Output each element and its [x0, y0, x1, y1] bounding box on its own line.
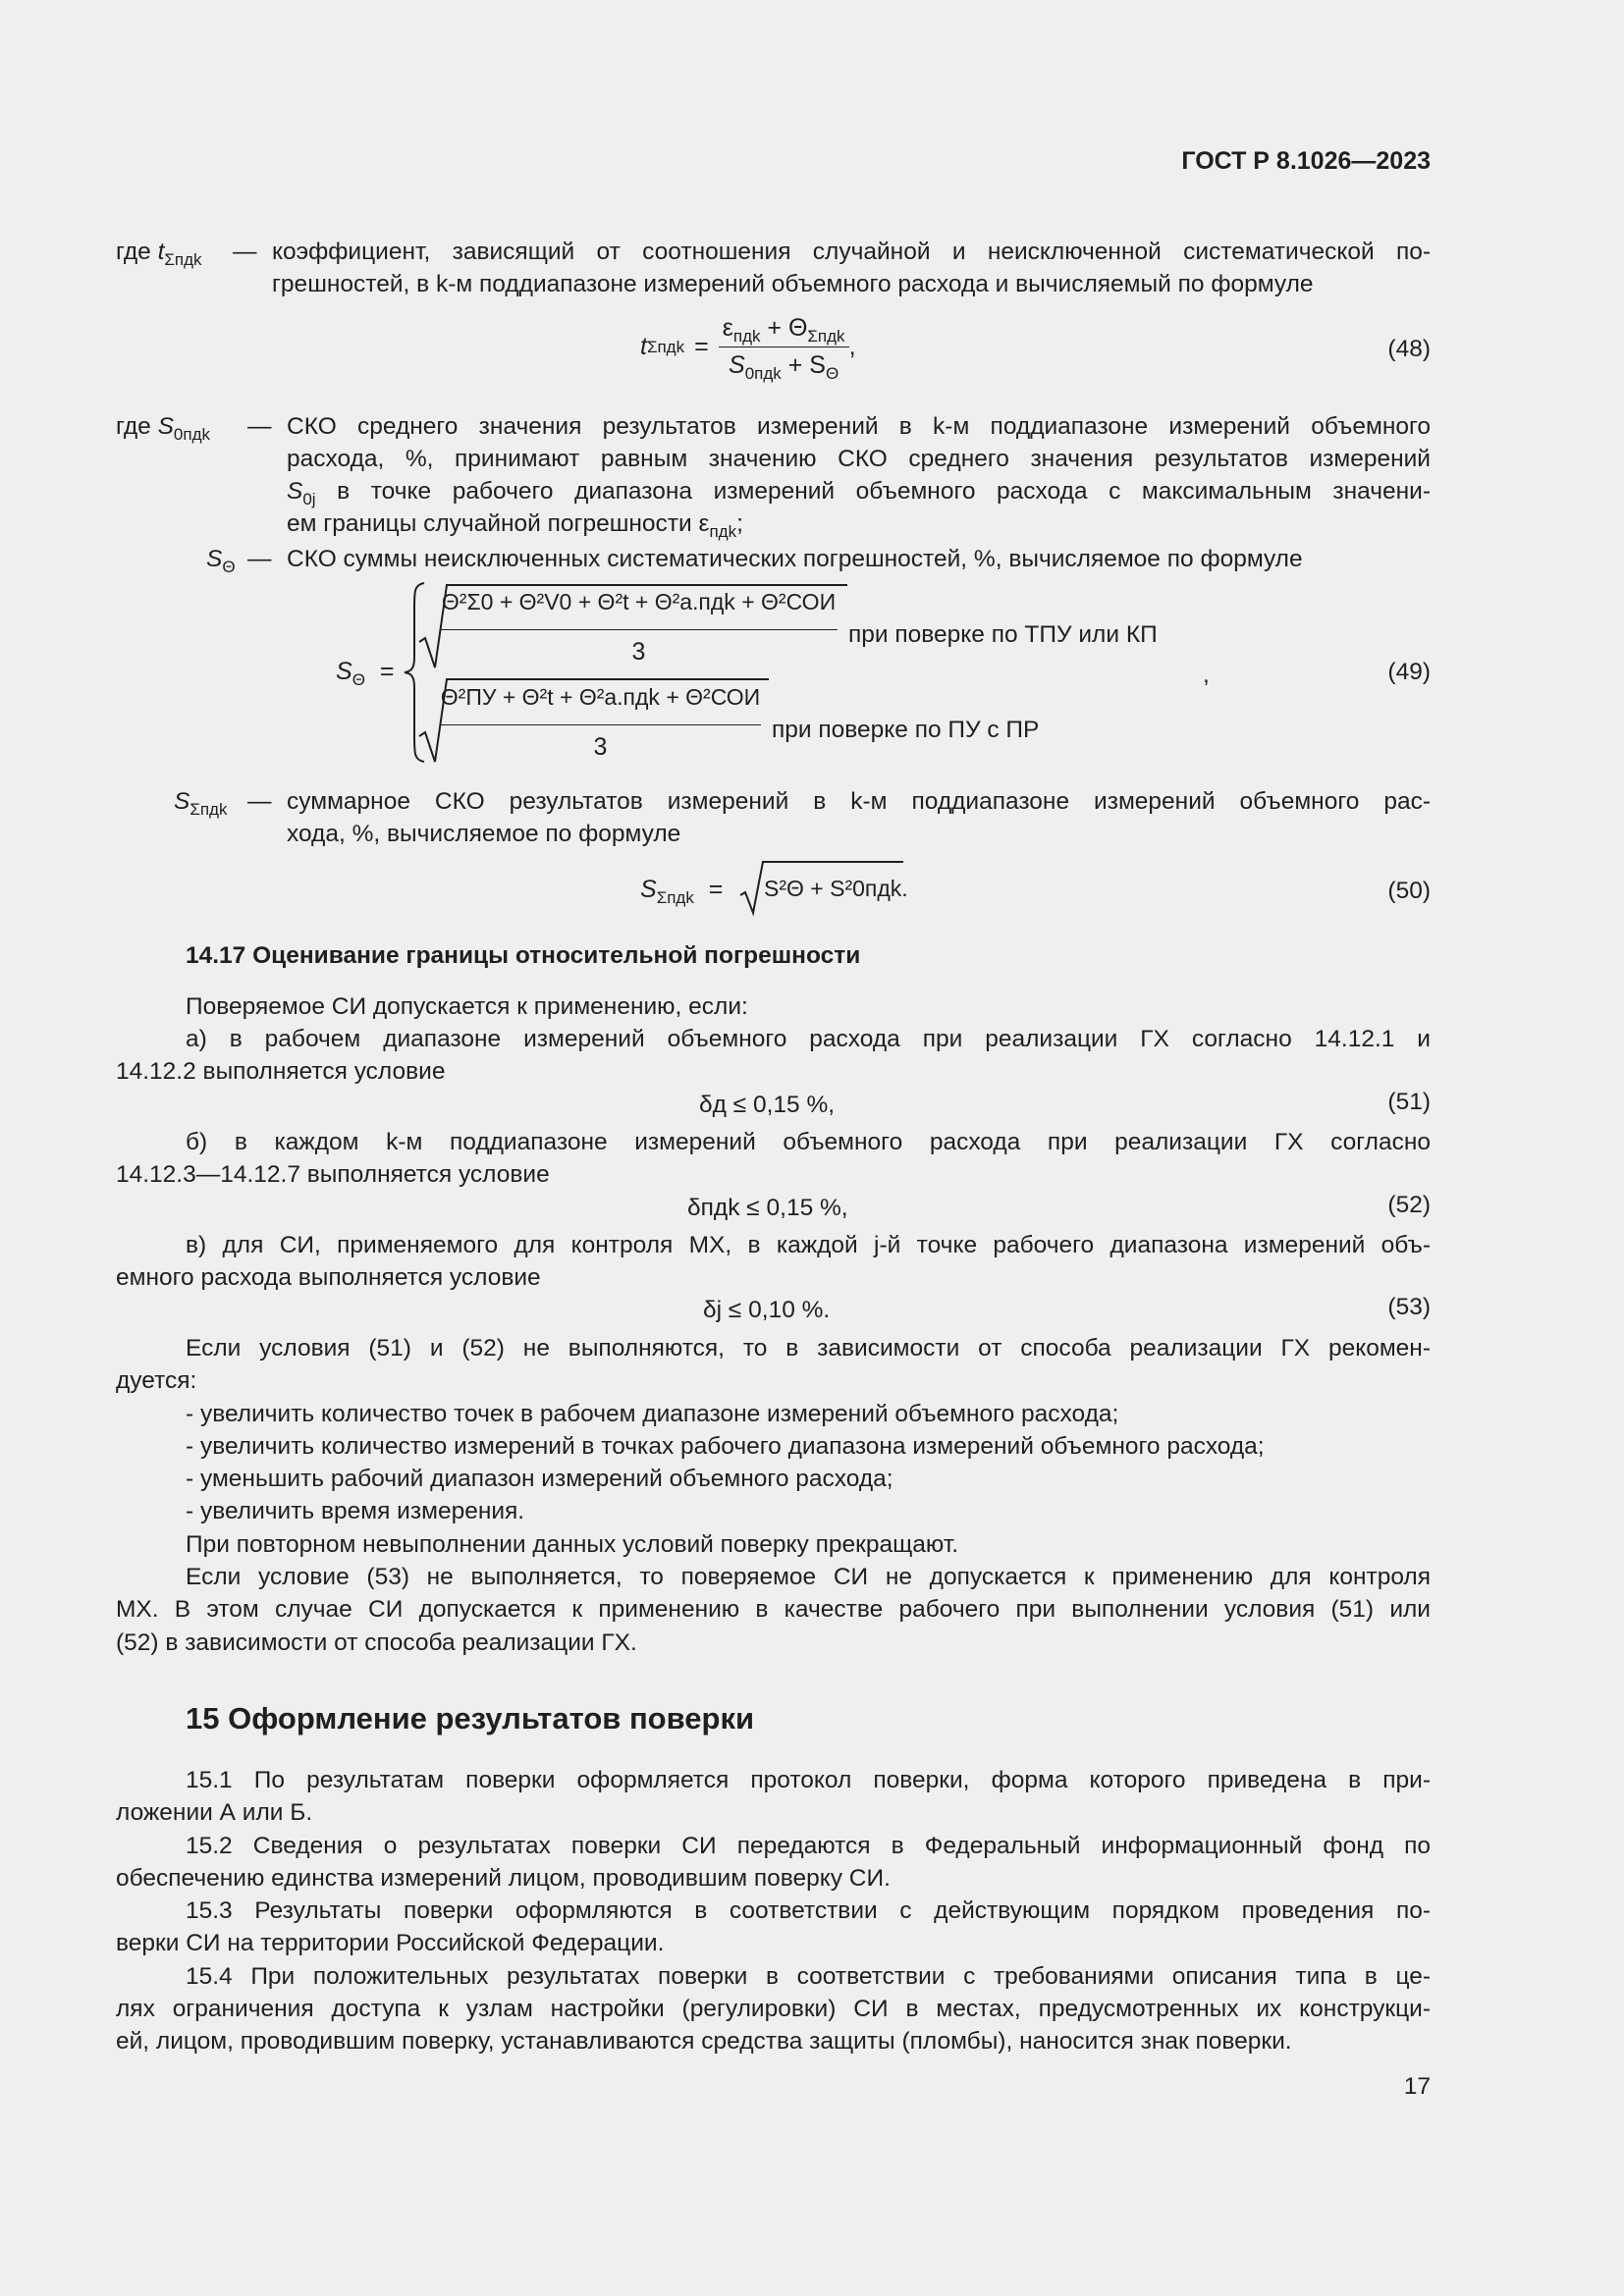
em-dash: —	[247, 546, 272, 572]
case-condition: при поверке по ПУ с ПР	[772, 717, 1040, 743]
paragraph: Поверяемое СИ допускается к применению, если:	[186, 993, 748, 1020]
paragraph-line: 15.3 Результаты поверки оформляются в соответствии с действующим порядком проведения по-	[186, 1897, 1431, 1924]
radicand-numerator: Θ²ПУ + Θ²t + Θ²а.пдk + Θ²СОИ	[440, 684, 761, 710]
paragraph-line: лях ограничения доступа к узлам настройки (регулировки) СИ в местах, предусмотренных их конструкци-	[116, 1996, 1431, 2022]
paragraph-line: верки СИ на территории Российской Федерации.	[116, 1930, 665, 1956]
section-heading-15: 15 Оформление результатов поверки	[186, 1701, 755, 1735]
equation-number-49: (49)	[1387, 659, 1431, 685]
paragraph-line: Если условие (53) не выполняется, то поверяемое СИ не допускается к применению для контроля	[186, 1564, 1431, 1590]
formula-49-lhs: $S_\Theta$ =	[336, 658, 395, 689]
where-label: где $S_{0пдk}$	[116, 413, 211, 444]
symbol-label: $S_{\Sigma пдk}$	[174, 788, 228, 819]
section-heading-14-17: 14.17 Оценивание границы относительной погрешности	[186, 942, 861, 969]
fraction-bar	[440, 724, 761, 725]
definition-line: СКО среднего значения результатов измерений в k-м поддиапазоне измерений объемного	[287, 413, 1431, 440]
paragraph-line: (52) в зависимости от способа реализации ГХ.	[116, 1629, 637, 1656]
paragraph-line: ложении А или Б.	[116, 1799, 313, 1826]
paragraph-line: в) для СИ, применяемого для контроля МХ, в каждой j-й точке рабочего диапазона измерений объ-	[186, 1232, 1431, 1258]
paragraph-line: 14.12.3—14.12.7 выполняется условие	[116, 1161, 550, 1188]
list-item: - увеличить время измерения.	[186, 1498, 525, 1524]
formula-51: δд ≤ 0,15 %,	[699, 1092, 836, 1118]
em-dash: —	[247, 413, 272, 440]
radicand: S²Θ + S²0пдk.	[764, 876, 908, 901]
definition-line: СКО суммы неисключенных систематических погрешностей, %, вычисляемое по формуле	[287, 546, 1303, 572]
paragraph-line: емного расхода выполняется условие	[116, 1264, 541, 1291]
radicand-denominator: 3	[631, 638, 646, 666]
em-dash: —	[233, 239, 257, 265]
where-label: где $t_{\Sigma пдk}$	[116, 239, 202, 269]
fraction: $\frac{\varepsilon_{пдk} + \Theta_{\Sigma пдk}}{S_{0пдk} + S_\Theta}$	[719, 314, 849, 380]
equation-number-51: (51)	[1387, 1089, 1431, 1115]
list-item: - увеличить количество точек в рабочем диапазоне измерений объемного расхода;	[186, 1401, 1119, 1427]
paragraph-line: 15.4 При положительных результатах поверки в соответствии с требованиями описания типа в це-	[186, 1963, 1431, 1990]
standard-header: ГОСТ Р 8.1026—2023	[1181, 147, 1431, 175]
definition-line: коэффициент, зависящий от соотношения случайной и неисключенной систематической по-	[272, 239, 1431, 265]
case-condition: при поверке по ТПУ или КП	[848, 621, 1158, 648]
formula-48: t Σпдk = $\frac{\varepsilon_{пдk} + \Theta_{\Sigma пдk}}{S_{0пдk} + S_\Theta}$ ,	[640, 314, 856, 383]
paragraph-line: б) в каждом k-м поддиапазоне измерений объемного расхода при реализации ГХ согласно	[186, 1129, 1431, 1155]
definition-line: грешностей, в k-м поддиапазоне измерений объемного расхода и вычисляемый по формуле	[272, 271, 1314, 297]
paragraph-line: Если условия (51) и (52) не выполняются, то в зависимости от способа реализации ГХ рекомен-	[186, 1335, 1431, 1362]
definition-line: суммарное СКО результатов измерений в k-м поддиапазоне измерений объемного рас-	[287, 788, 1431, 815]
formula-50-lhs: $S_{\Sigma пдk}$ =	[640, 876, 724, 907]
formula-comma: ,	[1203, 662, 1210, 688]
list-item: - увеличить количество измерений в точках рабочего диапазона измерений объемного расхода;	[186, 1433, 1265, 1460]
definition-line: $S_{0j}$ в точке рабочего диапазона измерений объемного расхода с максимальным значени-	[287, 478, 1431, 508]
paragraph-line: ей, лицом, проводившим поверку, устанавливаются средства защиты (пломбы), наносится знак поверки.	[116, 2028, 1292, 2055]
fraction-bar	[440, 629, 838, 630]
paragraph-line: 15.2 Сведения о результатах поверки СИ передаются в Федеральный информационный фонд по	[186, 1833, 1431, 1859]
radicand-denominator: 3	[593, 733, 608, 761]
paragraph-line: 15.1 По результатам поверки оформляется протокол поверки, форма которого приведена в при-	[186, 1767, 1431, 1793]
definition-line: ем границы случайной погрешности $\varepsilon_{пдk}$;	[287, 510, 743, 541]
em-dash: —	[247, 788, 272, 815]
paragraph-line: а) в рабочем диапазоне измерений объемного расхода при реализации ГХ согласно 14.12.1 и	[186, 1026, 1431, 1052]
equation-number-52: (52)	[1387, 1192, 1431, 1218]
page-number: 17	[1403, 2073, 1431, 2100]
equation-number-48: (48)	[1387, 336, 1431, 362]
paragraph-line: МХ. В этом случае СИ допускается к применению в качестве рабочего при выполнении условия (51) или	[116, 1596, 1431, 1623]
equation-number-50: (50)	[1387, 878, 1431, 904]
equation-number-53: (53)	[1387, 1294, 1431, 1320]
definition-line: хода, %, вычисляемое по формуле	[287, 821, 681, 847]
symbol-label: $S_\Theta$	[206, 546, 236, 576]
paragraph-line: дуется:	[116, 1367, 197, 1394]
formula-52: δпдk ≤ 0,15 %,	[687, 1195, 848, 1221]
paragraph-line: 14.12.2 выполняется условие	[116, 1058, 446, 1085]
list-item: - уменьшить рабочий диапазон измерений объемного расхода;	[186, 1466, 893, 1492]
paragraph-line: обеспечению единства измерений лицом, проводившим поверку СИ.	[116, 1865, 891, 1892]
formula-53: δj ≤ 0,10 %.	[703, 1297, 831, 1323]
paragraph: При повторном невыполнении данных условий поверку прекращают.	[186, 1531, 959, 1558]
radicand-numerator: Θ²Σ0 + Θ²V0 + Θ²t + Θ²а.пдk + Θ²СОИ	[441, 589, 837, 614]
definition-line: расхода, %, принимают равным значению СКО среднего значения результатов измерений	[287, 446, 1431, 472]
